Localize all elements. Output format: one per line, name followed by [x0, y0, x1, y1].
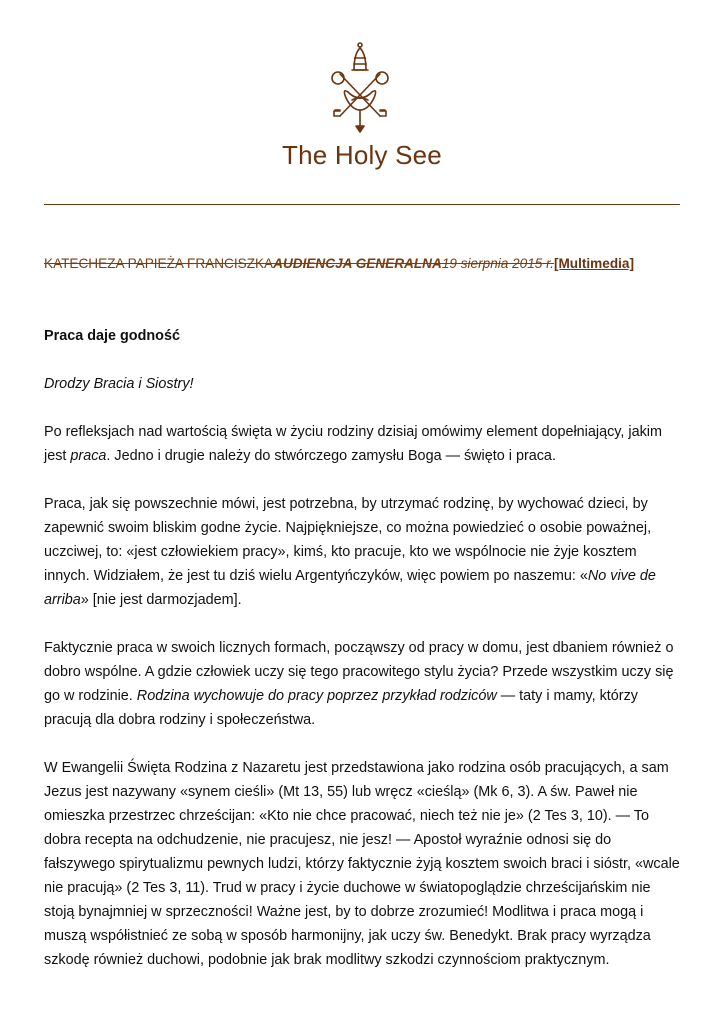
papal-coat-of-arms-icon: [318, 40, 402, 134]
article-greeting: Drodzy Bracia i Siostry!: [44, 376, 194, 392]
article-heading: Praca daje godność: [44, 328, 180, 344]
document-meta-line: [44, 256, 684, 271]
paragraph-4: W Ewangelii Święta Rodzina z Nazaretu jest przedstawiona jako rodzina osób pracujących, a sam Jezus jest nazywany «synem cieśli» (Mt 13, 55) lub wręcz «cieślą» (Mk 6, 3). A św. Paweł nie omieszka przestrzec chrześcijan: «Kto nie chce pracować, niech też nie je» (2 Tes 3, 10). — To dobra recepta na odchudzenie, nie pracujesz, nie jesz! — Apostoł wyraźnie odnosi się do fałszywego spirytualizmu pewnych ludzi, którzy faktycznie żyją kosztem swoich braci i sióstr, «wcale nie pracują» (2 Tes 3, 11). Trud w pracy i życie duchowe w światopoglądzie chrześcijańskim nie stoją bynajmniej w sprzeczności! Ważne jest, by to dobrze zrozumieć! Modlitwa i praca mogą i muszą współistnieć ze sobą w sposób harmonijny, jak uczy św. Benedykt. Brak pracy wyrządza szkodę również duchowi, podobnie jak brak modlitwy szkodzi czynnościom praktycznym.: [44, 760, 680, 968]
audience-label[interactable]: AUDIENCJA GENERALNA: [273, 256, 442, 271]
multimedia-link[interactable]: [Multimedia]: [553, 256, 634, 271]
date-label: 19 sierpnia 2015 r.: [441, 256, 554, 271]
article-body: [44, 324, 680, 996]
header-divider: [44, 204, 680, 205]
paragraph-3: Faktycznie praca w swoich licznych formach, począwszy od pracy w domu, jest dbaniem również o dobro wspólne. A gdzie człowiek uczy się tego pracowitego stylu życia? Przede wszystkim uczy się go w rodzinie. Rodzina wychowuje do pracy poprzez przykład rodziców — taty i mamy, którzy pracują dla dobra rodziny i społeczeństwa.: [44, 640, 674, 728]
paragraph-1: Po refleksjach nad wartością święta w życiu rodziny dzisiaj omówimy element dopełniający, jakim jest praca. Jedno i drugie należy do stwórczego zamysłu Boga — święto i praca.: [44, 424, 662, 464]
paragraph-2: Praca, jak się powszechnie mówi, jest potrzebna, by utrzymać rodzinę, by wychować dzieci, by zapewnić swoim bliskim godne życie. Najpiękniejsze, co można powiedzieć o osobie poważnej, uczciwej, to: «jest człowiekiem pracy», kimś, kto pracuje, kto we wspólnocie nie żyje kosztem innych. Widziałem, że jest tu dziś wielu Argentyńczyków, więc powiem po naszemu: «No vive de arriba» [nie jest darmozjadem].: [44, 496, 656, 608]
site-title[interactable]: The Holy See: [282, 140, 442, 170]
category-label[interactable]: KATECHEZA PAPIEŻA FRANCISZKA: [44, 256, 274, 271]
